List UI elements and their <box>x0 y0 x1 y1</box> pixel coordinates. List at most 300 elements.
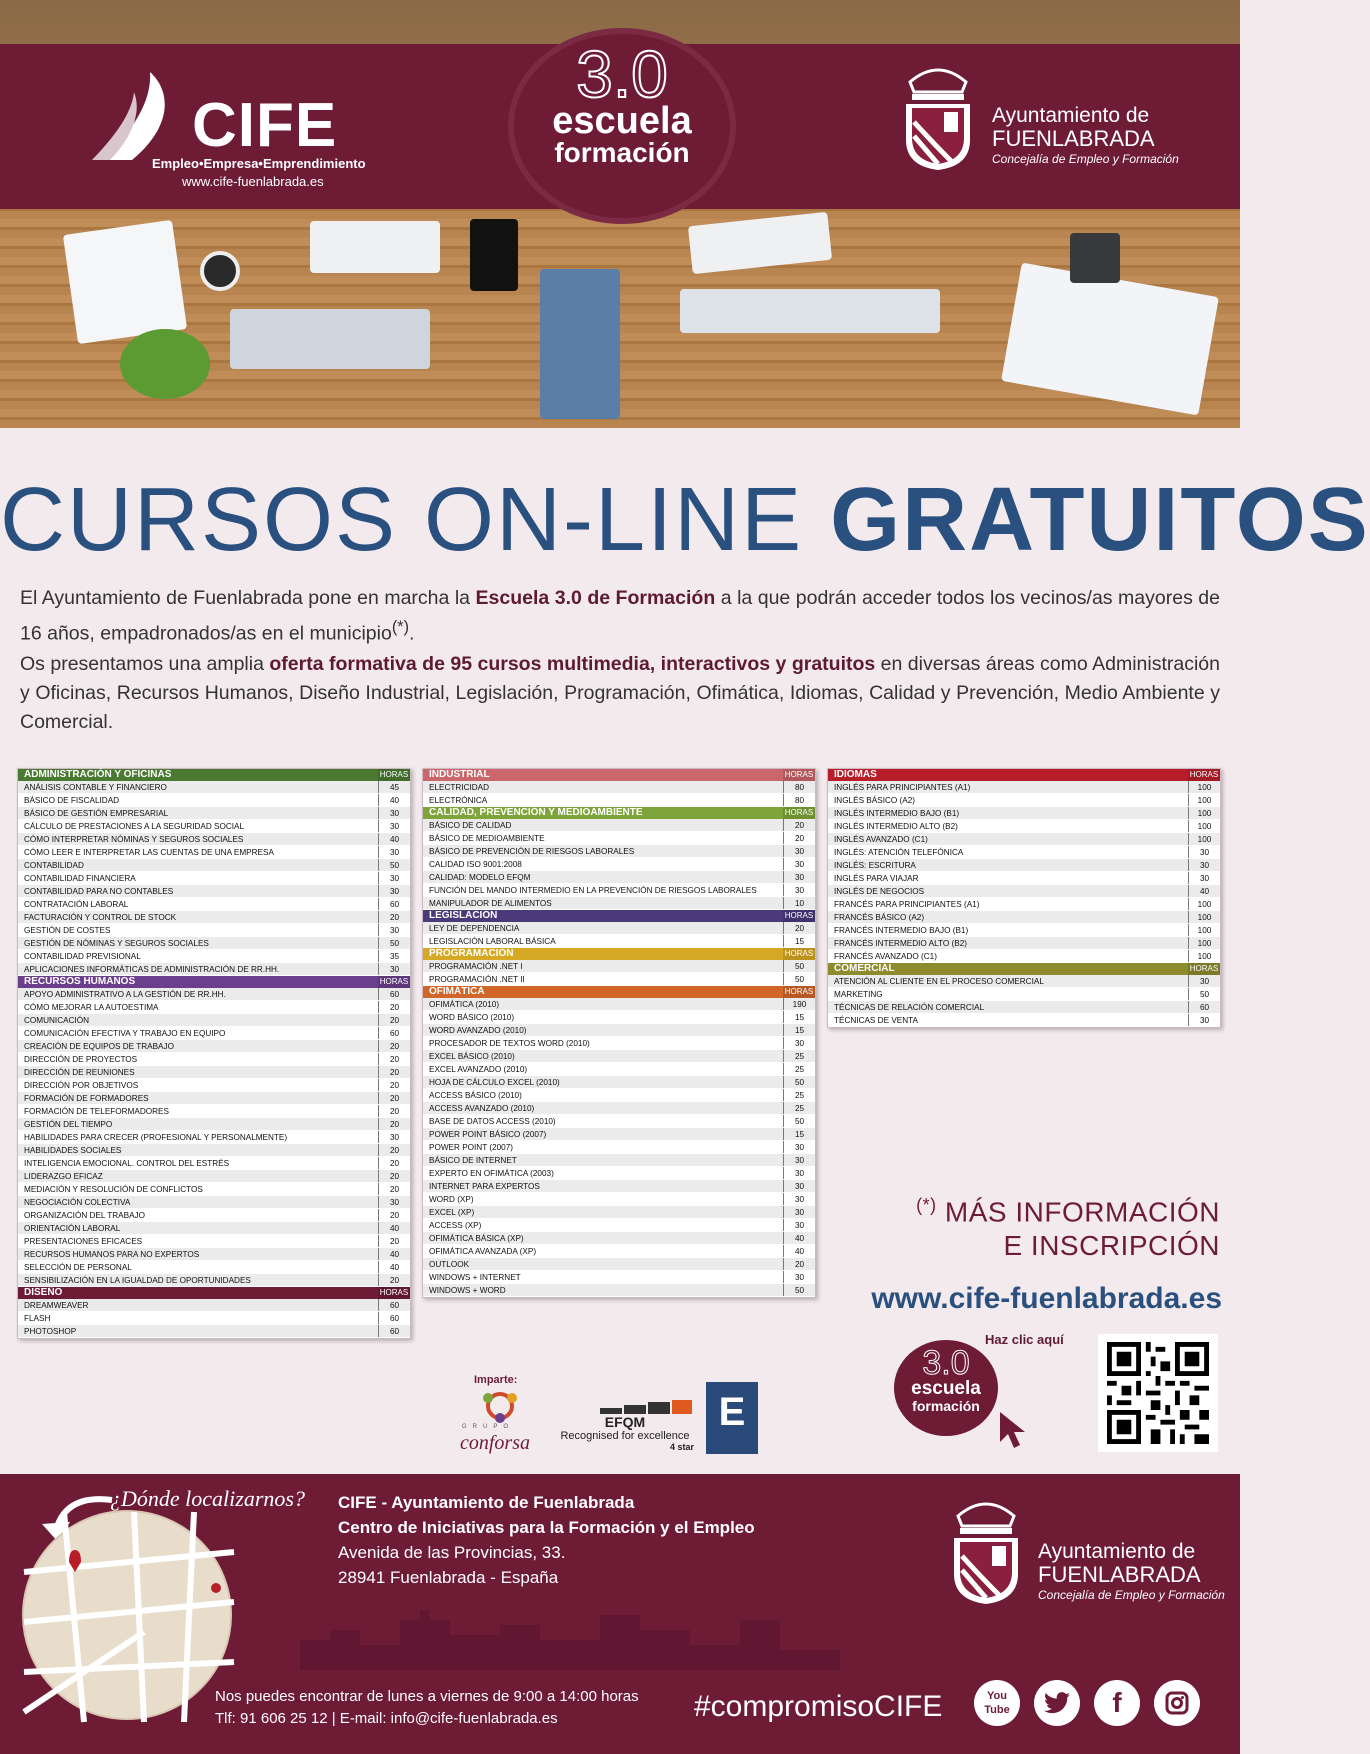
course-row[interactable] <box>18 1118 410 1131</box>
course-hours: 30 <box>783 845 815 857</box>
course-row[interactable] <box>18 937 410 950</box>
section-header <box>423 986 815 998</box>
course-row[interactable] <box>423 845 815 858</box>
intro-p2b: oferta formativa de 95 cursos multimedia, interactivos y gratuitos <box>269 653 876 675</box>
course-row[interactable] <box>18 1312 410 1325</box>
course-row[interactable] <box>423 1011 815 1024</box>
escuela-badge <box>508 28 736 224</box>
course-hours: 20 <box>378 1157 410 1169</box>
course-name: ELECTRICIDAD <box>429 783 490 792</box>
course-row[interactable] <box>828 988 1220 1001</box>
course-hours: 30 <box>783 871 815 883</box>
ayto-line3: Concejalía de Empleo y Formación <box>992 152 1179 166</box>
course-hours: 20 <box>783 832 815 844</box>
section-title: INDUSTRIAL <box>429 769 490 780</box>
course-name: EXCEL BÁSICO (2010) <box>429 1052 515 1061</box>
course-row[interactable] <box>828 885 1220 898</box>
course-hours: 30 <box>1188 846 1220 858</box>
website-link[interactable]: www.cife-fuenlabrada.es <box>871 1282 1222 1315</box>
course-row[interactable] <box>18 1157 410 1170</box>
course-name: FORMACIÓN DE TELEFORMADORES <box>24 1107 169 1116</box>
coat-of-arms-footer-icon <box>940 1496 1032 1606</box>
course-hours: 20 <box>783 1258 815 1270</box>
course-hours: 50 <box>378 937 410 949</box>
course-hours: 50 <box>1188 988 1220 1000</box>
location-map[interactable] <box>22 1510 232 1720</box>
course-name: HABILIDADES PARA CRECER (PROFESIONAL Y PERSONALMENTE) <box>24 1133 288 1142</box>
address-line1: CIFE - Ayuntamiento de Fuenlabrada <box>338 1493 635 1512</box>
course-name: INGLÉS BÁSICO (A2) <box>834 796 915 805</box>
course-name: FRANCÉS INTERMEDIO ALTO (B2) <box>834 939 967 948</box>
course-name: GESTIÓN DE NÓMINAS Y SEGUROS SOCIALES <box>24 939 209 948</box>
title-bold: GRATUITOS <box>830 470 1370 570</box>
course-row[interactable] <box>828 1014 1220 1027</box>
grupo-label: GRUPO <box>462 1424 515 1430</box>
course-name: PHOTOSHOP <box>24 1327 77 1336</box>
course-row[interactable] <box>18 1274 410 1287</box>
course-row[interactable] <box>18 963 410 976</box>
course-row[interactable] <box>828 898 1220 911</box>
course-row[interactable] <box>18 988 410 1001</box>
course-row[interactable] <box>423 1284 815 1297</box>
course-row[interactable] <box>828 1001 1220 1014</box>
course-hours: 60 <box>378 1325 410 1337</box>
course-name: COMUNICACIÓN EFECTIVA Y TRABAJO EN EQUIPO <box>24 1029 226 1038</box>
course-name: CÓMO MEJORAR LA AUTOESTIMA <box>24 1003 159 1012</box>
section-rows <box>423 998 815 1297</box>
course-row[interactable] <box>828 807 1220 820</box>
efqm-name: EFQM <box>604 1414 646 1430</box>
course-name: DIRECCIÓN POR OBJETIVOS <box>24 1081 139 1090</box>
click-here-label[interactable]: Haz clic aquí <box>985 1332 1064 1347</box>
badge-number: 3.0 <box>576 37 668 111</box>
course-row[interactable] <box>423 1037 815 1050</box>
hours-header: HORAS <box>379 1288 409 1297</box>
course-row[interactable] <box>828 846 1220 859</box>
cife-swoosh-icon <box>92 72 182 164</box>
course-name: FRANCÉS INTERMEDIO BAJO (B1) <box>834 926 969 935</box>
course-name: INGLÉS PARA VIAJAR <box>834 874 919 883</box>
course-row[interactable] <box>18 833 410 846</box>
course-hours: 60 <box>378 1027 410 1039</box>
course-row[interactable] <box>423 1102 815 1115</box>
course-hours: 30 <box>378 1131 410 1143</box>
course-row[interactable] <box>18 1209 410 1222</box>
course-name: CONTRATACIÓN LABORAL <box>24 900 129 909</box>
phone-email[interactable]: Tlf: 91 606 25 12 | E-mail: info@cife-fuenlabrada.es <box>215 1710 558 1727</box>
course-row[interactable] <box>828 872 1220 885</box>
course-hours: 25 <box>783 1102 815 1114</box>
course-name: PROGRAMACIÓN .NET II <box>429 975 525 984</box>
badge-line1: escuela <box>552 100 692 142</box>
course-name: ATENCIÓN AL CLIENTE EN EL PROCESO COMERCIAL <box>834 977 1044 986</box>
course-row[interactable] <box>18 1079 410 1092</box>
section-rows <box>18 988 410 1287</box>
course-row[interactable] <box>18 885 410 898</box>
course-name: APOYO ADMINISTRATIVO A LA GESTIÓN DE RR.HH. <box>24 990 226 999</box>
where-to-find-us: ¿Dónde localizarnos? <box>110 1486 305 1511</box>
course-hours: 15 <box>783 1128 815 1140</box>
section-title: PROGRAMACIÓN <box>429 948 514 959</box>
course-row[interactable] <box>18 1027 410 1040</box>
course-name: ACCESS (XP) <box>429 1221 482 1230</box>
course-hours: 100 <box>1188 937 1220 949</box>
section-rows <box>423 922 815 948</box>
course-name: DIRECCIÓN DE REUNIONES <box>24 1068 135 1077</box>
course-hours: 20 <box>378 1066 410 1078</box>
section-rows <box>18 1299 410 1338</box>
course-row[interactable] <box>423 858 815 871</box>
more-info-line2: E INSCRIPCIÓN <box>1003 1230 1220 1262</box>
course-hours: 60 <box>378 1312 410 1324</box>
course-name: BASE DE DATOS ACCESS (2010) <box>429 1117 556 1126</box>
course-name: CONTABILIDAD FINANCIERA <box>24 874 136 883</box>
course-hours: 20 <box>378 1053 410 1065</box>
course-row[interactable] <box>423 1024 815 1037</box>
course-row[interactable] <box>423 935 815 948</box>
course-hours: 100 <box>1188 833 1220 845</box>
intro-p2a: Os presentamos una amplia <box>20 653 270 675</box>
course-row[interactable] <box>423 781 815 794</box>
course-row[interactable] <box>828 937 1220 950</box>
course-row[interactable] <box>18 1131 410 1144</box>
course-name: INTELIGENCIA EMOCIONAL. CONTROL DEL ESTRÉS <box>24 1159 230 1168</box>
course-row[interactable] <box>423 1089 815 1102</box>
course-name: CREACIÓN DE EQUIPOS DE TRABAJO <box>24 1042 174 1051</box>
section-title: LEGISLACIÓN <box>429 910 498 921</box>
course-name: INTERNET PARA EXPERTOS <box>429 1182 540 1191</box>
course-row[interactable] <box>423 1076 815 1089</box>
course-row[interactable] <box>18 1170 410 1183</box>
cife-url[interactable]: www.cife-fuenlabrada.es <box>182 174 324 189</box>
course-row[interactable] <box>828 924 1220 937</box>
course-hours: 60 <box>378 898 410 910</box>
course-name: RECURSOS HUMANOS PARA NO EXPERTOS <box>24 1250 200 1259</box>
course-name: BÁSICO DE PREVENCIÓN DE RIESGOS LABORALES <box>429 847 635 856</box>
course-hours: 30 <box>1188 859 1220 871</box>
course-row[interactable] <box>18 1235 410 1248</box>
course-name: PROCESADOR DE TEXTOS WORD (2010) <box>429 1039 590 1048</box>
section-rows <box>828 975 1220 1027</box>
course-row[interactable] <box>18 1001 410 1014</box>
course-hours: 50 <box>378 859 410 871</box>
course-row[interactable] <box>828 794 1220 807</box>
course-row[interactable] <box>423 1167 815 1180</box>
course-row[interactable] <box>18 1222 410 1235</box>
intro-p1c: a la que podrán acceder todos los vecinos/as mayores de 16 años, empadronados/as en el municipio <box>20 587 1220 645</box>
course-row[interactable] <box>18 1261 410 1274</box>
course-name: WORD AVANZADO (2010) <box>429 1026 527 1035</box>
course-hours: 30 <box>378 885 410 897</box>
qr-code[interactable] <box>1098 1334 1218 1452</box>
course-hours: 40 <box>378 833 410 845</box>
course-hours: 30 <box>783 1180 815 1192</box>
course-row[interactable] <box>18 1105 410 1118</box>
course-hours: 25 <box>783 1050 815 1062</box>
course-row[interactable] <box>18 1299 410 1312</box>
course-row[interactable] <box>423 1232 815 1245</box>
course-name: MARKETING <box>834 990 883 999</box>
escuela-badge-small[interactable] <box>894 1340 998 1436</box>
opening-hours: Nos puedes encontrar de lunes a viernes de 9:00 a 14:00 horas <box>215 1688 639 1705</box>
section-title: ADMINISTRACIÓN Y OFICINAS <box>24 769 172 780</box>
course-hours: 100 <box>1188 924 1220 936</box>
course-hours: 20 <box>378 1274 410 1286</box>
course-hours: 30 <box>783 1167 815 1179</box>
course-hours: 20 <box>378 1105 410 1117</box>
course-hours: 20 <box>378 1079 410 1091</box>
course-row[interactable] <box>423 1115 815 1128</box>
course-name: TÉCNICAS DE RELACIÓN COMERCIAL <box>834 1003 985 1012</box>
course-hours: 40 <box>783 1232 815 1244</box>
course-hours: 30 <box>378 1196 410 1208</box>
course-name: FORMACIÓN DE FORMADORES <box>24 1094 149 1103</box>
course-hours: 30 <box>1188 1014 1220 1026</box>
intro-paragraph-1 <box>20 584 1220 649</box>
course-row[interactable] <box>828 859 1220 872</box>
course-name: APLICACIONES INFORMÁTICAS DE ADMINISTRACIÓN DE RR.HH. <box>24 965 280 974</box>
course-row[interactable] <box>423 960 815 973</box>
coat-of-arms-icon <box>892 62 984 172</box>
course-hours: 100 <box>1188 807 1220 819</box>
course-name: BÁSICO DE INTERNET <box>429 1156 517 1165</box>
course-row[interactable] <box>18 820 410 833</box>
excelencia-logo <box>706 1382 758 1454</box>
youtube-icon[interactable] <box>974 1680 1020 1726</box>
course-row[interactable] <box>18 1325 410 1338</box>
hours-header: HORAS <box>784 949 814 958</box>
course-name: ELECTRÓNICA <box>429 796 488 805</box>
course-row[interactable] <box>423 871 815 884</box>
course-name: FACTURACIÓN Y CONTROL DE STOCK <box>24 913 177 922</box>
course-hours: 20 <box>378 1118 410 1130</box>
course-hours: 40 <box>378 1248 410 1260</box>
course-row[interactable] <box>828 950 1220 963</box>
course-row[interactable] <box>828 820 1220 833</box>
course-hours: 60 <box>378 988 410 1000</box>
course-hours: 20 <box>783 819 815 831</box>
address-line2: Centro de Iniciativas para la Formación y el Empleo <box>338 1518 755 1537</box>
course-row[interactable] <box>423 922 815 935</box>
cife-name: CIFE <box>192 91 338 160</box>
course-name: INGLÉS INTERMEDIO ALTO (B2) <box>834 822 958 831</box>
course-row[interactable] <box>18 1196 410 1209</box>
section-header <box>423 807 815 819</box>
course-row[interactable] <box>18 1183 410 1196</box>
efqm-bars-icon <box>600 1400 692 1414</box>
course-name: CÁLCULO DE PRESTACIONES A LA SEGURIDAD SOCIAL <box>24 822 245 831</box>
youtube-label: You Tube <box>984 1690 1010 1716</box>
course-row[interactable] <box>423 1271 815 1284</box>
course-row[interactable] <box>18 1092 410 1105</box>
ayto-footer-line2: FUENLABRADA <box>1038 1562 1201 1587</box>
qr-code-icon <box>1106 1342 1210 1444</box>
more-info-text1: MÁS INFORMACIÓN <box>936 1196 1220 1228</box>
course-row[interactable] <box>18 898 410 911</box>
course-hours: 15 <box>783 1011 815 1023</box>
course-row[interactable] <box>423 1141 815 1154</box>
course-name: TÉCNICAS DE VENTA <box>834 1016 919 1025</box>
course-row[interactable] <box>18 1040 410 1053</box>
course-column-1 <box>17 768 411 1339</box>
course-row[interactable] <box>18 846 410 859</box>
section-header <box>828 769 1220 781</box>
course-row[interactable] <box>423 1154 815 1167</box>
section-title: IDIOMAS <box>834 769 877 780</box>
course-name: CÓMO INTERPRETAR NÓMINAS Y SEGUROS SOCIALES <box>24 835 244 844</box>
hashtag[interactable]: #compromisoCIFE <box>694 1690 943 1723</box>
twitter-icon[interactable] <box>1034 1680 1080 1726</box>
course-row[interactable] <box>828 833 1220 846</box>
course-hours: 20 <box>378 1092 410 1104</box>
course-row[interactable] <box>423 1180 815 1193</box>
course-row[interactable] <box>423 884 815 897</box>
course-name: BÁSICO DE GESTIÓN EMPRESARIAL <box>24 809 169 818</box>
course-row[interactable] <box>828 975 1220 988</box>
course-row[interactable] <box>423 1219 815 1232</box>
section-title: COMERCIAL <box>834 963 895 974</box>
course-name: NEGOCIACIÓN COLECTIVA <box>24 1198 131 1207</box>
course-name: SELECCIÓN DE PERSONAL <box>24 1263 132 1272</box>
course-row[interactable] <box>18 950 410 963</box>
course-name: POWER POINT (2007) <box>429 1143 514 1152</box>
course-hours: 40 <box>378 1261 410 1273</box>
course-row[interactable] <box>828 911 1220 924</box>
course-row[interactable] <box>18 872 410 885</box>
course-column-2 <box>422 768 816 1298</box>
course-name: GESTIÓN DE COSTES <box>24 926 111 935</box>
course-name: FUNCIÓN DEL MANDO INTERMEDIO EN LA PREVENCIÓN DE RIESGOS LABORALES <box>429 886 757 895</box>
course-row[interactable] <box>423 1128 815 1141</box>
course-name: ACCESS BÁSICO (2010) <box>429 1091 522 1100</box>
course-row[interactable] <box>423 1063 815 1076</box>
course-hours: 40 <box>378 1222 410 1234</box>
section-title: CALIDAD, PREVENCIÓN Y MEDIOAMBIENTE <box>429 807 643 818</box>
hours-header: HORAS <box>784 987 814 996</box>
efqm-star: 4 star <box>669 1442 694 1452</box>
course-row[interactable] <box>18 924 410 937</box>
course-row[interactable] <box>423 1193 815 1206</box>
course-name: GESTIÓN DEL TIEMPO <box>24 1120 113 1129</box>
hours-header: HORAS <box>784 770 814 779</box>
more-info-sup: (*) <box>916 1195 937 1215</box>
course-name: ANÁLISIS CONTABLE Y FINANCIERO <box>24 783 167 792</box>
course-name: OUTLOOK <box>429 1260 470 1269</box>
course-name: FLASH <box>24 1314 51 1323</box>
course-row[interactable] <box>423 973 815 986</box>
ayto-footer-line3: Concejalía de Empleo y Formación <box>1038 1588 1225 1602</box>
course-hours: 30 <box>783 858 815 870</box>
section-rows <box>423 781 815 807</box>
course-name: SENSIBILIZACIÓN EN LA IGUALDAD DE OPORTUNIDADES <box>24 1276 251 1285</box>
course-hours: 30 <box>378 924 410 936</box>
section-header <box>828 963 1220 975</box>
course-name: INGLÉS DE NEGOCIOS <box>834 887 925 896</box>
course-row[interactable] <box>423 998 815 1011</box>
course-hours: 100 <box>1188 820 1220 832</box>
course-hours: 20 <box>378 1183 410 1195</box>
course-name: ACCESS AVANZADO (2010) <box>429 1104 535 1113</box>
course-name: MEDIACIÓN Y RESOLUCIÓN DE CONFLICTOS <box>24 1185 203 1194</box>
instagram-camera-icon <box>1165 1691 1189 1715</box>
course-hours: 30 <box>378 807 410 819</box>
hours-header: HORAS <box>379 770 409 779</box>
course-name: HABILIDADES SOCIALES <box>24 1146 122 1155</box>
course-hours: 60 <box>1188 1001 1220 1013</box>
course-row[interactable] <box>423 794 815 807</box>
course-row[interactable] <box>18 1014 410 1027</box>
instagram-icon[interactable] <box>1154 1680 1200 1726</box>
course-row[interactable] <box>18 1144 410 1157</box>
course-hours: 30 <box>783 1193 815 1205</box>
course-hours: 20 <box>378 1001 410 1013</box>
course-row[interactable] <box>18 1066 410 1079</box>
course-hours: 40 <box>378 794 410 806</box>
course-name: INGLÉS: ATENCIÓN TELEFÓNICA <box>834 848 964 857</box>
course-hours: 20 <box>783 922 815 934</box>
section-header <box>423 769 815 781</box>
cursor-click-icon <box>990 1406 1030 1450</box>
course-name: CÓMO LEER E INTERPRETAR LAS CUENTAS DE UNA EMPRESA <box>24 848 274 857</box>
course-name: DREAMWEAVER <box>24 1301 89 1310</box>
course-row[interactable] <box>18 1248 410 1261</box>
course-row[interactable] <box>18 794 410 807</box>
course-hours: 15 <box>783 1024 815 1036</box>
course-hours: 50 <box>783 1115 815 1127</box>
imparte-label: Imparte: <box>474 1374 518 1386</box>
course-row[interactable] <box>423 1206 815 1219</box>
facebook-icon[interactable] <box>1094 1680 1140 1726</box>
course-name: HOJA DE CÁLCULO EXCEL (2010) <box>429 1078 560 1087</box>
course-hours: 30 <box>1188 975 1220 987</box>
course-row[interactable] <box>423 1258 815 1271</box>
excelencia-letter: E <box>718 1390 746 1434</box>
course-hours: 100 <box>1188 781 1220 793</box>
ayuntamiento-logo-footer <box>940 1496 1230 1646</box>
course-name: INGLÉS: ESCRITURA <box>834 861 916 870</box>
course-row[interactable] <box>423 897 815 910</box>
course-row[interactable] <box>423 1050 815 1063</box>
course-row[interactable] <box>423 1245 815 1258</box>
course-name: DIRECCIÓN DE PROYECTOS <box>24 1055 138 1064</box>
course-hours: 30 <box>783 1154 815 1166</box>
course-name: MANIPULADOR DE ALIMENTOS <box>429 899 552 908</box>
course-hours: 30 <box>1188 872 1220 884</box>
section-rows <box>828 781 1220 963</box>
contact-info <box>215 1686 639 1730</box>
conforsa-logo-icon <box>476 1388 524 1424</box>
section-rows <box>18 781 410 976</box>
course-row[interactable] <box>828 781 1220 794</box>
course-row[interactable] <box>18 781 410 794</box>
ayto-footer-line1: Ayuntamiento de <box>1038 1540 1196 1563</box>
course-row[interactable] <box>18 859 410 872</box>
course-row[interactable] <box>18 1053 410 1066</box>
course-hours: 190 <box>783 998 815 1010</box>
course-hours: 50 <box>783 1076 815 1088</box>
course-name: OFIMÁTICA BÁSICA (XP) <box>429 1234 524 1243</box>
street-map-icon <box>24 1512 234 1722</box>
course-name: PROGRAMACIÓN .NET I <box>429 962 523 971</box>
course-row[interactable] <box>18 807 410 820</box>
course-hours: 15 <box>783 935 815 947</box>
course-row[interactable] <box>423 819 815 832</box>
course-row[interactable] <box>423 832 815 845</box>
course-hours: 30 <box>378 872 410 884</box>
ayuntamiento-logo <box>892 62 1212 202</box>
hours-header: HORAS <box>1189 770 1219 779</box>
course-row[interactable] <box>18 911 410 924</box>
